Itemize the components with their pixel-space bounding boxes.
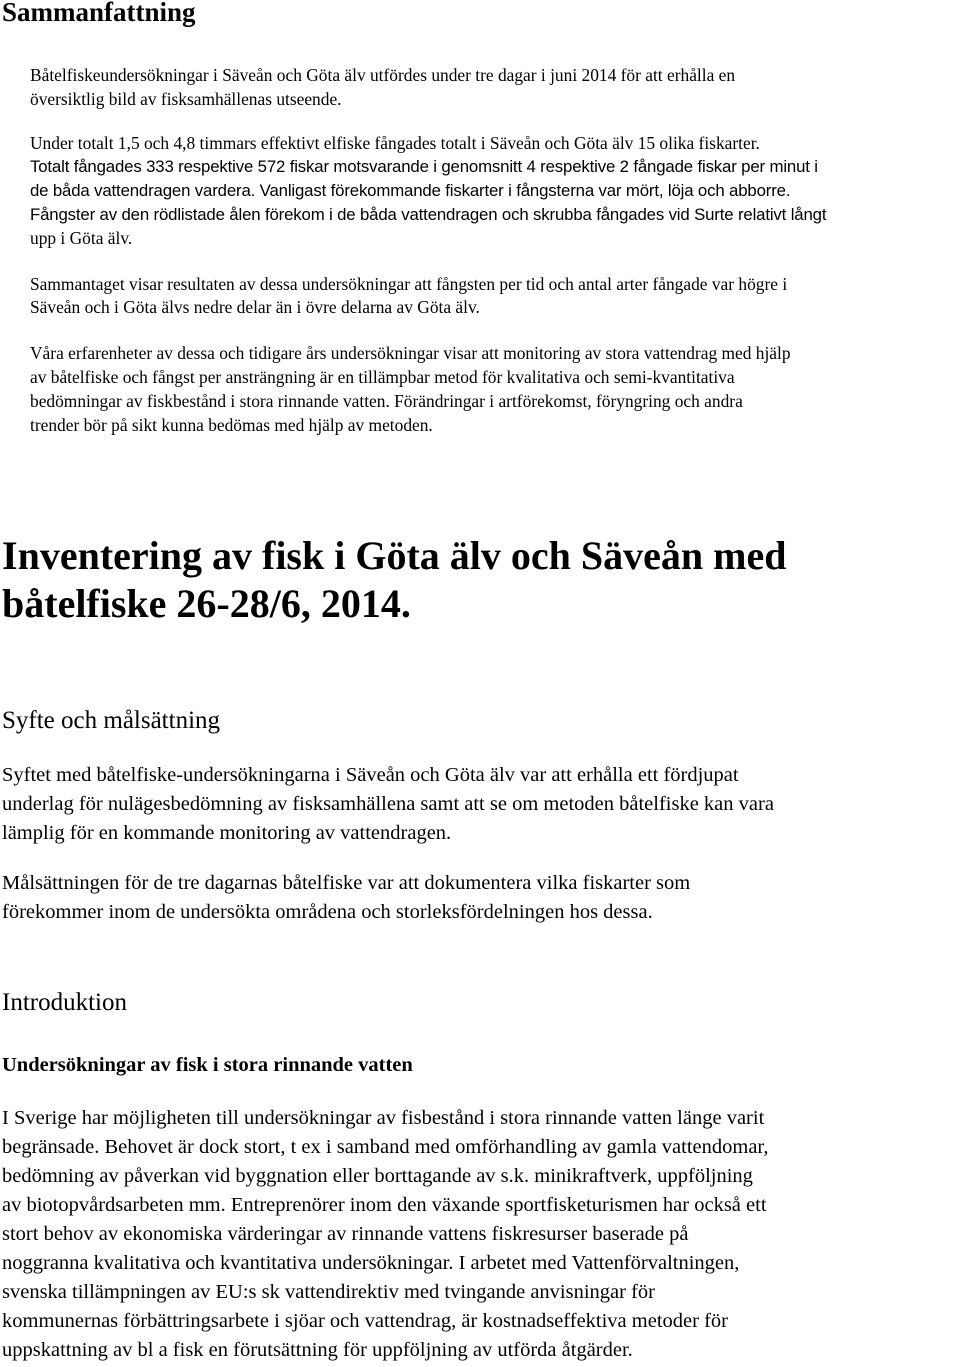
summary-paragraph-1 [30, 64, 958, 112]
text-line: Våra erfarenheter av dessa och tidigare års undersökningar visar att monitoring av stora vattendrag med hjälp [30, 343, 791, 364]
text-line: Under totalt 1,5 och 4,8 timmars effektivt elfiske fångades totalt i Säveån och Göta älv 15 olika fiskarter. [30, 132, 760, 153]
text-line: Totalt fångades 333 respektive 572 fiskar motsvarande i genomsnitt 4 respektive 2 fångade fiskar per minut i [30, 157, 818, 177]
text-line: underlag för nulägesbedömning av fisksamhällena samt att se om metoden båtelfiske kan vara [2, 793, 774, 815]
text-line: Båtelfiskeundersökningar i Säveån och Göta älv utfördes under tre dagar i juni 2014 för att erhålla en [30, 65, 736, 85]
text-line: bedömningar av fiskbestånd i stora rinnande vatten. Förändringar i artförekomst, föryngring och andra [30, 390, 743, 411]
text-line: stort behov av ekonomiska värderingar av rinnande vattens fiskresurser baserade på [2, 1223, 689, 1245]
text-line: svenska tillämpningen av EU:s sk vattendirektiv med tvingande anvisningar för [2, 1281, 656, 1303]
text-line: upp i Göta älv. [30, 227, 133, 248]
title-line: Inventering av fisk i Göta älv och Säveån med [2, 533, 787, 578]
text-line: noggranna kvalitativa och kvantitativa undersökningar. I arbetet med Vattenförvaltningen, [2, 1252, 740, 1274]
text-line: Fångster av den rödlistade ålen förekom i de båda vattendragen och skrubba fångades vid Surte relativt långt [30, 204, 827, 224]
summary-paragraph-2 [30, 132, 958, 251]
text-line: I Sverige har möjligheten till undersökningar av fisbestånd i stora rinnande vatten länge varit [2, 1107, 765, 1129]
text-line: uppskattning av bl a fisk en förutsättning för uppföljning av utförda åtgärder. [2, 1339, 633, 1361]
text-line: Syftet med båtelfiske-undersökningarna i Säveån och Göta älv var att erhålla ett fördjupat [2, 764, 739, 786]
summary-paragraph-3 [30, 273, 958, 321]
text-line: kommunernas förbättringsarbete i sjöar och vattendrag, är kostnadseffektiva metoder för [2, 1310, 728, 1332]
title-line: båtelfiske 26-28/6, 2014. [2, 581, 411, 626]
text-line: trender bör på sikt kunna bedömas med hjälp av metoden. [30, 414, 433, 435]
aim-heading: Syfte och målsättning [2, 707, 221, 734]
text-line: begränsade. Behovet är dock stort, t ex i samband med omförhandling av gamla vattendomar, [2, 1136, 769, 1158]
text-line: av biotopvårdsarbeten mm. Entreprenörer inom den växande sportfisketurismen har också ett [2, 1194, 767, 1216]
text-line: bedömning av påverkan vid byggnation eller borttagande av s.k. minikraftverk, uppföljning [2, 1165, 753, 1187]
summary-section [30, 64, 958, 437]
aim-section [2, 761, 958, 927]
intro-subheading: Undersökningar av fisk i stora rinnande vatten [2, 1054, 413, 1076]
document-title [2, 532, 952, 628]
text-line: de båda vattendragen vardera. Vanligast förekommande fiskarter i fångsterna var mört, löja och abborre. [30, 181, 791, 201]
intro-paragraph [2, 1104, 958, 1365]
text-line: Säveån och i Göta älvs nedre delar än i övre delarna av Göta älv. [30, 297, 480, 318]
text-line: förekommer inom de undersökta områdena och storleksfördelningen hos dessa. [2, 901, 653, 923]
text-line: av båtelfiske och fångst per ansträngning är en tillämpbar metod för kvalitativa och semi-kvantitativa [30, 366, 735, 387]
text-line: översiktlig bild av fisksamhällenas utseende. [30, 88, 342, 109]
aim-paragraph-1 [2, 761, 958, 848]
aim-paragraph-2 [2, 869, 958, 927]
text-line: Sammantaget visar resultaten av dessa undersökningar att fångsten per tid och antal arter fångade var högre i [30, 273, 788, 294]
text-line: Målsättningen för de tre dagarnas båtelfiske var att dokumentera vilka fiskarter som [2, 872, 691, 894]
intro-heading: Introduktion [2, 989, 127, 1016]
text-line: lämplig för en kommande monitoring av vattendragen. [2, 822, 452, 844]
summary-paragraph-4 [30, 342, 958, 437]
summary-heading: Sammanfattning [2, 0, 196, 27]
